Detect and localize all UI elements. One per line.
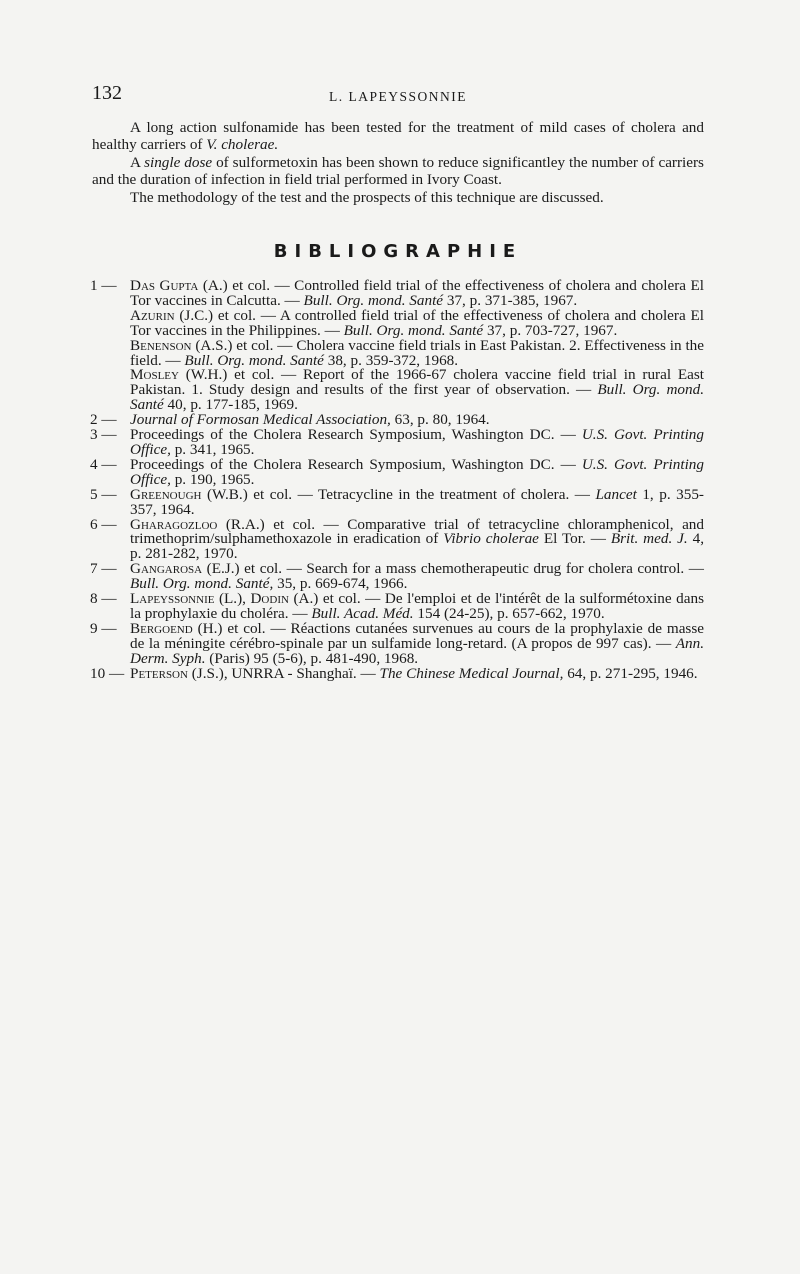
reference-text: (E.J.) et col. — Search for a mass chemotherapeutic drug for cholera control. — — [202, 560, 704, 578]
reference-details: (Paris) 95 (5-6), p. 481-490, 1968. — [205, 649, 419, 667]
reference-text: (J.S.), UNRRA - Shanghaï. — — [187, 664, 380, 682]
reference-journal: The Chinese Medical Journal, — [379, 664, 564, 682]
reference-details: 37, p. 703-727, 1967. — [483, 321, 618, 339]
reference-details: 37, p. 371-385, 1967. — [443, 291, 578, 309]
entry-number: 5 — — [90, 485, 117, 503]
summary — [92, 120, 704, 209]
reference-details: 154 (24-25), p. 657-662, 1970. — [413, 604, 605, 622]
bibliography-entry — [90, 592, 704, 622]
reference-journal: Journal of Formosan Medical Association, — [130, 411, 391, 429]
reference — [130, 485, 704, 518]
reference-details: p. 341, 1965. — [170, 440, 255, 458]
entry-number: 8 — — [90, 590, 117, 608]
reference-author: Das Gupta — [130, 277, 199, 294]
reference — [130, 592, 704, 622]
reference-details: 40, p. 177-185, 1969. — [163, 396, 298, 414]
reference — [130, 515, 705, 563]
bibliography-entry — [90, 515, 705, 563]
reference-author: Gharagozloo — [130, 515, 218, 533]
reference-journal: Ann. Derm. Syph. — [130, 634, 704, 667]
reference — [130, 619, 704, 667]
entry-number: 2 — — [90, 411, 117, 429]
reference-journal: Brit. med. J. — [610, 530, 688, 548]
reference-text: (R.A.) et col. — Comparative trial of tetracycline chloramphenicol, and trimethoprim/sulphamethoxazole in eradication of — [130, 515, 704, 548]
reference — [130, 336, 704, 369]
reference — [130, 306, 704, 339]
reference-details: 4, p. 281-282, 1970. — [130, 530, 705, 563]
reference-author: Peterson — [130, 664, 188, 682]
reference-text: Proceedings of the Cholera Research Symposium, Washington DC. — — [130, 455, 582, 473]
reference-journal: U.S. Govt. Printing Office, — [130, 426, 704, 458]
reference-details: 63, p. 80, 1964. — [390, 411, 490, 429]
bibliography-entry — [90, 279, 704, 413]
reference-text: (J.C.) et col. — A controlled field trial of the effectiveness of cholera and cholera El Tor vaccines in the Philippines. — — [130, 306, 704, 339]
reference — [130, 664, 704, 682]
reference-text: (A.S.) et col. — Cholera vaccine field trials in East Pakistan. 2. Effectiveness in the field. — — [130, 336, 704, 369]
reference-details: p. 190, 1965. — [170, 470, 255, 488]
entry-number: 3 — — [90, 426, 117, 444]
reference-text: (H.) et col. — Réactions cutanées survenues au cours de la prophylaxie de masse de la méningite cérébro-spinale par un sulfamide long-retard. (A propos de 997 cas). — — [130, 619, 704, 652]
reference — [130, 279, 704, 309]
bibliography-list — [90, 279, 704, 681]
reference-text: (A.) et col. — De l'emploi et de l'intérêt de la sulformétoxine dans la prophylaxie du choléra. — — [130, 590, 704, 622]
reference-author: Mosley — [130, 366, 179, 384]
reference-details: 1, p. 355-357, 1964. — [130, 485, 704, 518]
reference-details: El Tor. — — [538, 530, 611, 548]
reference-text: (W.B.) et col. — Tetracycline in the treatment of cholera. — — [201, 485, 596, 503]
reference-author: Benenson — [130, 336, 192, 354]
bibliography-entry — [90, 664, 704, 682]
reference — [130, 428, 704, 458]
reference-journal: Bull. Org. mond. Santé — [130, 381, 704, 414]
reference-details: 64, p. 271-295, 1946. — [563, 664, 698, 682]
entry-number: 10 — — [90, 664, 125, 682]
reference — [130, 455, 704, 488]
reference-author: Dodin — [250, 590, 289, 608]
running-title: L. LAPEYSSONNIE — [328, 89, 467, 104]
page-header — [92, 82, 704, 106]
reference-journal: U.S. Govt. Printing Office, — [130, 455, 704, 488]
reference-text: (L.), — [214, 590, 251, 608]
reference-journal: Bull. Acad. Méd. — [311, 604, 414, 622]
bibliography-heading: BIBLIOGRAPHIE — [273, 241, 523, 262]
reference-details: 38, p. 359-372, 1968. — [323, 351, 459, 369]
page-number: 132 — [92, 82, 122, 104]
bibliography-entry — [90, 619, 704, 667]
entry-number: 7 — — [90, 560, 117, 578]
reference-author: Bergoend — [130, 619, 193, 637]
reference-details: 35, p. 669-674, 1966. — [273, 575, 408, 593]
entry-number: 1 — — [90, 277, 117, 294]
bibliography-entry — [90, 455, 704, 488]
reference-author: Greenough — [130, 485, 202, 503]
summary-paragraph-3: The methodology of the test and the prospects of this technique are discussed. — [130, 189, 604, 207]
entry-number: 6 — — [90, 515, 117, 533]
reference-author: Azurin — [130, 306, 175, 324]
reference-journal: Bull. Org. mond. Santé — [303, 291, 444, 309]
reference-journal: Vibrio cholerae — [443, 530, 539, 548]
reference-journal: Lancet — [595, 485, 637, 503]
reference-journal: Bull. Org. mond. Santé, — [130, 575, 274, 593]
reference-author: Lapeyssonnie — [130, 590, 215, 608]
reference — [130, 562, 704, 592]
bibliography-entry — [90, 562, 704, 592]
reference — [130, 368, 704, 413]
reference-text: (W.H.) et col. — Report of the 1966-67 cholera vaccine field trial in rural East Pakistan. 1. Study design and results of the first year of observation. — — [130, 366, 704, 399]
reference-text: Proceedings of the Cholera Research Symposium, Washington DC. — — [130, 426, 582, 444]
entry-number: 4 — — [90, 455, 117, 473]
summary-paragraph-1: A long action sulfonamide has been tested for the treatment of mild cases of cholera and healthy carriers of V. cholerae. — [92, 119, 704, 153]
bibliography-entry — [90, 485, 704, 518]
reference-text: (A.) et col. — Controlled field trial of the effectiveness of cholera and cholera El Tor vaccines in Calcutta. — — [130, 277, 705, 309]
bibliography-entry — [90, 428, 704, 458]
reference-journal: Bull. Org. mond. Santé — [184, 351, 324, 369]
summary-paragraph-2: A single dose of sulformetoxin has been shown to reduce significantley the number of carriers and the duration of infection in field trial performed in Ivory Coast. — [92, 154, 704, 188]
reference-journal: Bull. Org. mond. Santé — [343, 321, 484, 339]
entry-number: 9 — — [90, 619, 117, 637]
reference-author: Gangarosa — [130, 560, 203, 578]
